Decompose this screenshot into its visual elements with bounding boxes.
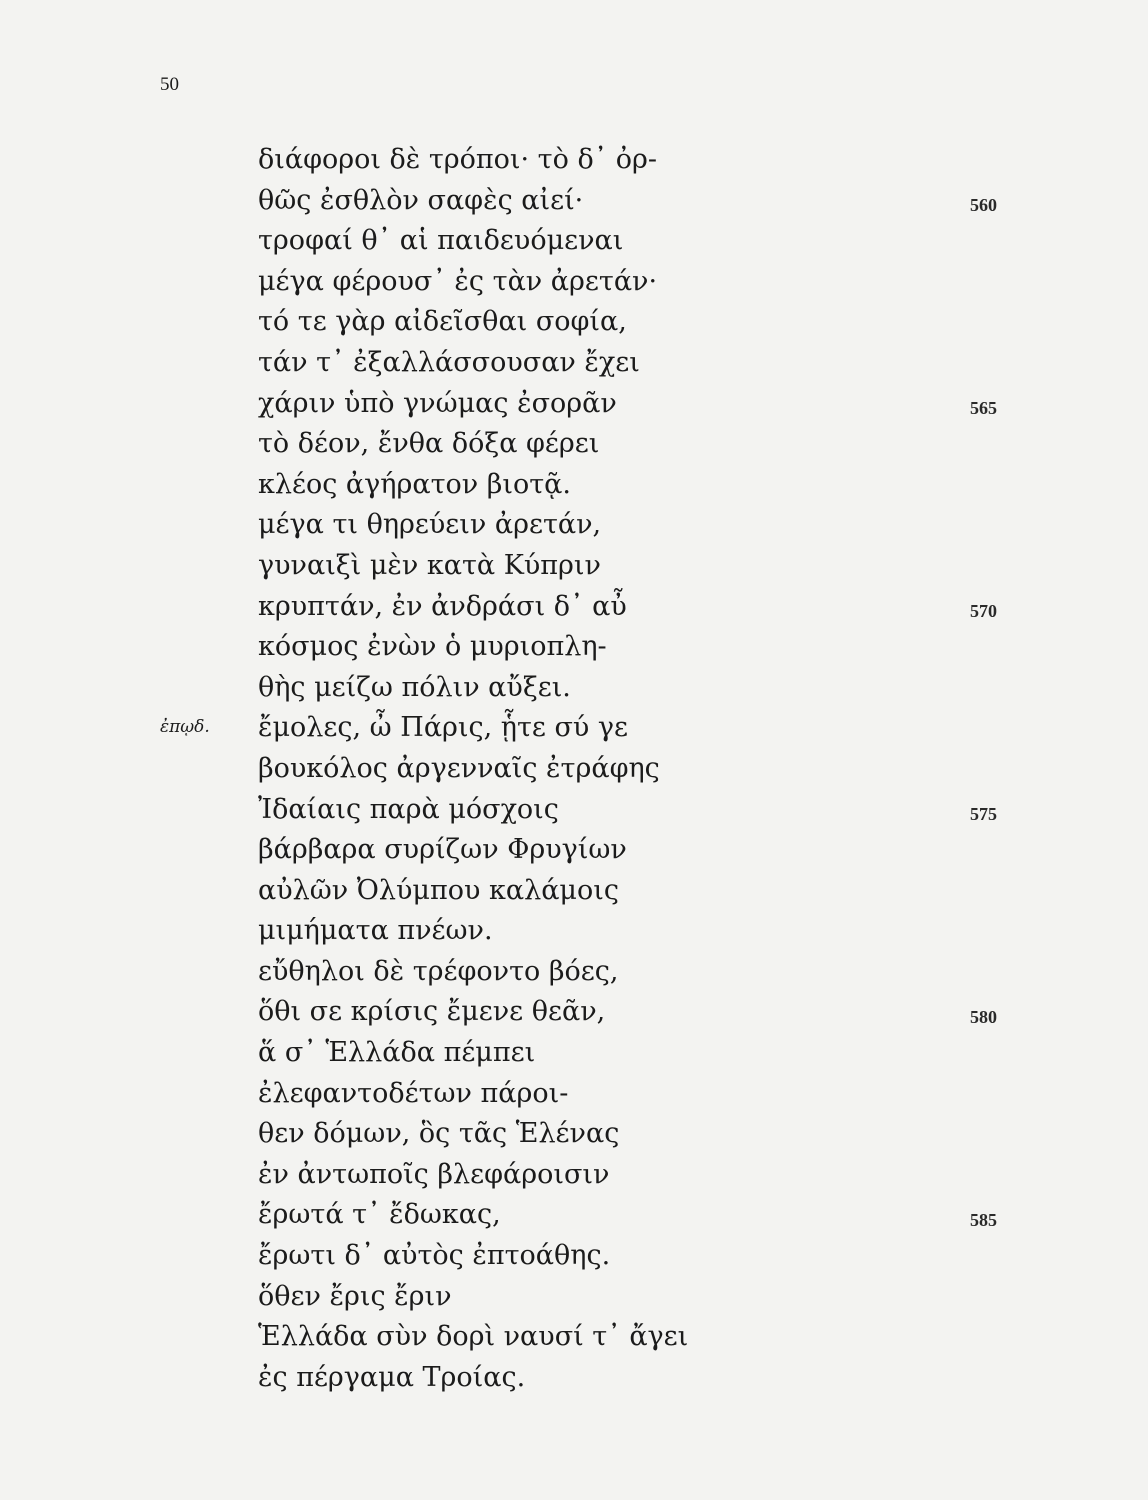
verse-line: Ἑλλάδα σὺν δορὶ ναυσί τ᾽ ἄγει (258, 1321, 689, 1353)
verse-line: τό τε γὰρ αἰδεῖσθαι σοφία, (258, 306, 627, 338)
line-number: 570 (970, 600, 997, 621)
verse-line: τὸ δέον, ἔνθα δόξα φέρει (258, 428, 600, 460)
verse-line: ἔρωτά τ᾽ ἔδωκας, (258, 1199, 501, 1231)
verse-line: βάρβαρα συρίζων Φρυγίων (258, 834, 627, 866)
verse-line: ἔρωτι δ᾽ αὐτὸς ἐπτοάθης. (258, 1240, 611, 1272)
verse-line: μέγα φέρουσ᾽ ἐς τὰν ἀρετάν· (258, 265, 658, 297)
verse-line: αὐλῶν Ὀλύμπου καλάμοις (258, 874, 619, 906)
line-number: 585 (970, 1209, 997, 1230)
verse-line: ἐλεφαντοδέτων πάροι- (258, 1077, 569, 1109)
verse-block (258, 140, 958, 1398)
verse-line: κλέος ἀγήρατον βιοτᾷ. (258, 468, 571, 500)
line-number: 580 (970, 1006, 997, 1027)
verse-line: ἅ σ᾽ Ἑλλάδα πέμπει (258, 1037, 536, 1069)
verse-line: ὅθι σε κρίσις ἔμενε θεᾶν, (258, 996, 606, 1028)
verse-line: Ἰδαίαις παρὰ μόσχοις (258, 793, 559, 825)
verse-line: θῶς ἐσθλὸν σαφὲς αἰεί· (258, 184, 584, 216)
verse-line: τάν τ᾽ ἐξαλλάσσουσαν ἔχει (258, 346, 640, 378)
verse-line: μιμήματα πνέων. (258, 915, 493, 947)
verse-line: ὅθεν ἔρις ἔριν (258, 1280, 452, 1312)
verse-line: ἐς πέργαμα Τροίας. (258, 1361, 526, 1393)
verse-line: κόσμος ἐνὼν ὁ μυριοπλη- (258, 631, 607, 663)
verse-line: τροφαί θ᾽ αἱ παιδευόμεναι (258, 225, 624, 257)
verse-line: χάριν ὑπὸ γνώμας ἐσορᾶν (258, 387, 617, 419)
verse-line: θεν δόμων, ὃς τᾶς Ἑλένας (258, 1118, 620, 1150)
line-number: 575 (970, 803, 997, 824)
verse-line: εὔθηλοι δὲ τρέφοντο βόες, (258, 955, 619, 987)
verse-line: μέγα τι θηρεύειν ἀρετάν, (258, 509, 602, 541)
verse-line: βουκόλος ἀργενναῖς ἐτράφης (258, 752, 660, 784)
line-number: 560 (970, 194, 997, 215)
page-number: 50 (160, 74, 179, 95)
verse-line: διάφοροι δὲ τρόποι· τὸ δ᾽ ὀρ- (258, 144, 658, 175)
verse-line: ἔμολες, ὦ Πάρις, ᾗτε σύ γε (258, 712, 629, 744)
verse-line: κρυπτάν, ἐν ἀνδράσι δ᾽ αὖ (258, 590, 627, 622)
verse-line: γυναιξὶ μὲν κατὰ Κύπριν (258, 549, 601, 581)
line-number: 565 (970, 397, 997, 418)
verse-line: θὴς μείζω πόλιν αὔξει. (258, 671, 571, 703)
section-label-epode: ἐπῳδ. (160, 717, 210, 738)
verse-line: ἐν ἀντωποῖς βλεφάροισιν (258, 1158, 610, 1190)
